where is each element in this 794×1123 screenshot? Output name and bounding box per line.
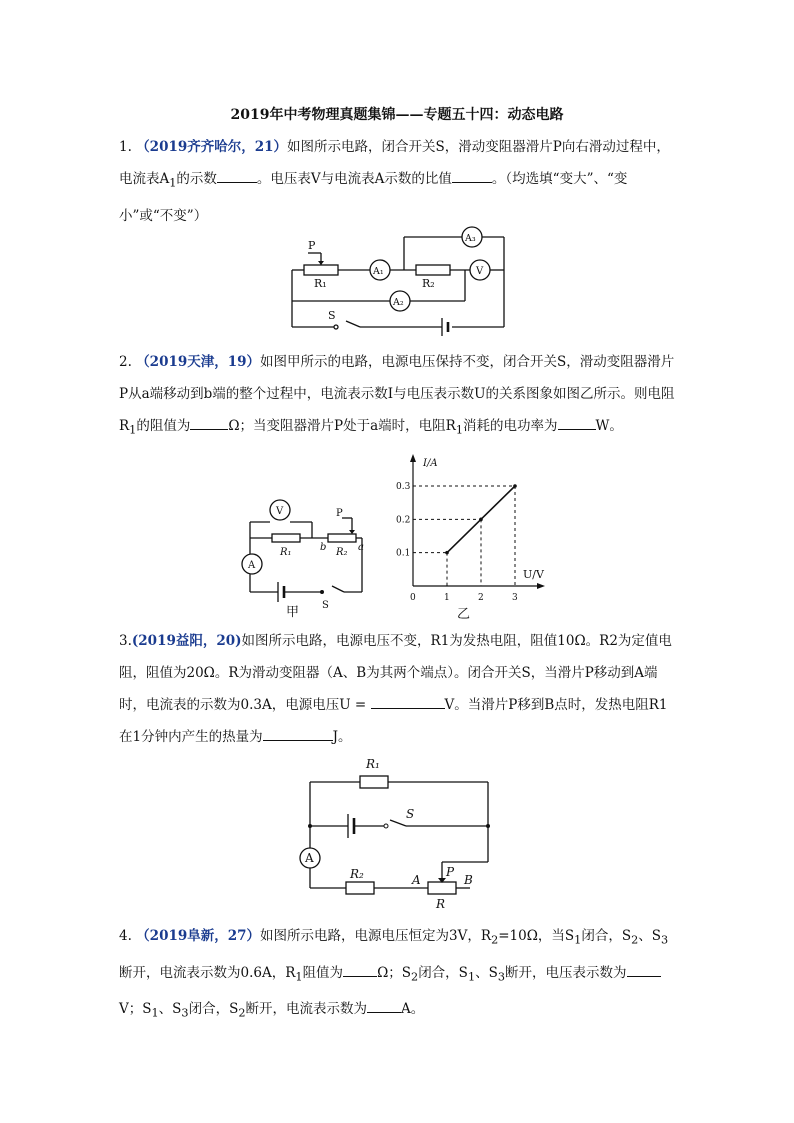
problem-text: 如图所示电路，闭合开关S，滑动变阻器滑片P向右滑动过程中，电流表A — [119, 139, 670, 187]
answer-blank[interactable] — [263, 726, 333, 741]
label-r1: R₁ — [314, 277, 327, 290]
problem-text: 如图所示电路，电源电压恒定为3V，R — [260, 928, 492, 944]
data-point — [445, 551, 449, 555]
x-tick-label: 0 — [410, 593, 416, 603]
answer-blank[interactable] — [367, 998, 401, 1013]
label-s: S — [322, 600, 329, 611]
label-r2: R₂ — [422, 277, 435, 290]
problem-source: （2019齐齐哈尔，21） — [136, 139, 288, 155]
y-axis-arrow — [410, 454, 416, 462]
problem-text: 如图所示电路，电源电压不变，R1为发热电阻，阻值10Ω。R2为定值电阻，阻值为20Ω。R为滑动变阻器（A、B为其两个端点）。闭合开关S，当滑片P移动到A端时，电流表的示数为0.3A，电源电压U = — [119, 633, 672, 713]
x-tick-label: 2 — [478, 593, 484, 603]
label-p: P — [446, 865, 455, 879]
label-a: A — [248, 560, 256, 571]
circuit-diagram-3 — [292, 752, 507, 912]
label-v: V — [476, 266, 484, 277]
circuit-diagram-1 — [282, 225, 522, 337]
problem-number: 4. — [119, 928, 137, 944]
answer-blank[interactable] — [558, 415, 596, 430]
data-point — [513, 484, 517, 488]
label-v: V — [276, 506, 284, 517]
label-jia: 甲 — [286, 605, 300, 620]
problem-source: (2019益阳，20) — [131, 633, 242, 649]
y-tick-label: 0.1 — [396, 548, 411, 559]
problem-number: 1. — [119, 139, 137, 155]
answer-blank[interactable] — [343, 962, 377, 977]
label-ammeter: A — [305, 851, 314, 865]
problem-4: 4. （2019阜新，27）如图所示电路，电源电压恒定为3V，$R_2=10\Omega$，当$S_1$闭合，$S_2$、$S_3$断开，电流表示数为0.6A，$R_1$阻值为 Ω；$S_2$闭合，$S_1$、$S_3$断开，电压表示数为V；$S_1$、$S_3$闭合，$S_2$断开，电流表示数为 A。 — [119, 928, 669, 1021]
y-axis-label: I/A — [423, 458, 438, 469]
label-a-end: a — [358, 542, 364, 553]
label-s: S — [328, 309, 336, 322]
label-s: S — [406, 807, 415, 821]
page-title: 2019年中考物理真题集锦——专题五十四：动态电路 — [230, 107, 564, 123]
x-tick-label: 3 — [512, 593, 518, 603]
problem-3: 3.(2019益阳，20)如图所示电路，电源电压不变，R1为发热电阻，阻值10Ω。R2为定值电阻，阻值为20Ω。R为滑动变阻器（A、B为其两个端点）。闭合开关S，当滑片P移动到A端时，电流表的示数为0.3A，电源电压U = V。当滑片P移到B点时，发热电阻R1在1分钟内产生的热量为 J。 — [119, 633, 672, 745]
problem-text: 如图甲所示的电路，电源电压保持不变，闭合开关S，滑动变阻器滑片P从a端移动到b端的整个过程中，电流表示数I与电压表示数U的关系图象如图乙所示。则电阻R — [119, 354, 675, 434]
label-b-end: b — [320, 542, 327, 553]
label-a3: A₃ — [465, 233, 476, 244]
x-axis-label: U/V — [523, 568, 544, 581]
x-axis-arrow — [537, 583, 545, 589]
y-tick-label: 0.3 — [396, 482, 411, 492]
label-yi: 乙 — [457, 607, 471, 622]
y-tick-label: 0.2 — [396, 515, 411, 526]
problem-1: 1. （2019齐齐哈尔，21）如图所示电路，闭合开关S，滑动变阻器滑片P向右滑动过程中，电流表$A_1$的示数 。电压表V与电流表A示数的比值 。（均选填“变大”、“变小”或“不变”） — [119, 139, 670, 224]
label-b-end: B — [464, 873, 473, 887]
answer-blank[interactable] — [371, 694, 445, 709]
label-a1: A₁ — [373, 266, 384, 277]
label-a-end: A — [412, 873, 421, 887]
answer-blank[interactable] — [217, 168, 257, 183]
label-p: P — [336, 508, 343, 519]
answer-blank[interactable] — [190, 415, 228, 430]
problem-number: 2. — [119, 354, 137, 370]
label-r1: R₁ — [280, 547, 292, 558]
problem-number: 3. — [119, 633, 132, 649]
problem-2: 2. （2019天津，19）如图甲所示的电路，电源电压保持不变，闭合开关S，滑动变阻器滑片P从a端移动到b端的整个过程中，电流表示数I与电压表示数U的关系图象如图乙所示。则电阻$R_1$的阻值为 Ω；当变阻器滑片P处于a端时，电阻$R_1$消耗的电功率为 W。 — [119, 354, 675, 437]
label-r2: R₂ — [336, 547, 348, 558]
x-tick-label: 1 — [444, 593, 450, 603]
answer-blank[interactable] — [452, 168, 492, 183]
data-point — [479, 518, 483, 522]
label-r1: R₁ — [366, 757, 380, 771]
iu-graph — [395, 448, 555, 623]
label-p: P — [308, 239, 316, 252]
label-r2: R₂ — [350, 867, 364, 881]
problem-source: （2019天津，19） — [136, 354, 261, 370]
problem-source: （2019阜新，27） — [136, 928, 261, 944]
answer-blank[interactable] — [627, 962, 661, 977]
label-r: R — [436, 897, 446, 911]
circuit-diagram-2 — [240, 492, 375, 618]
label-a2: A₂ — [393, 297, 404, 308]
